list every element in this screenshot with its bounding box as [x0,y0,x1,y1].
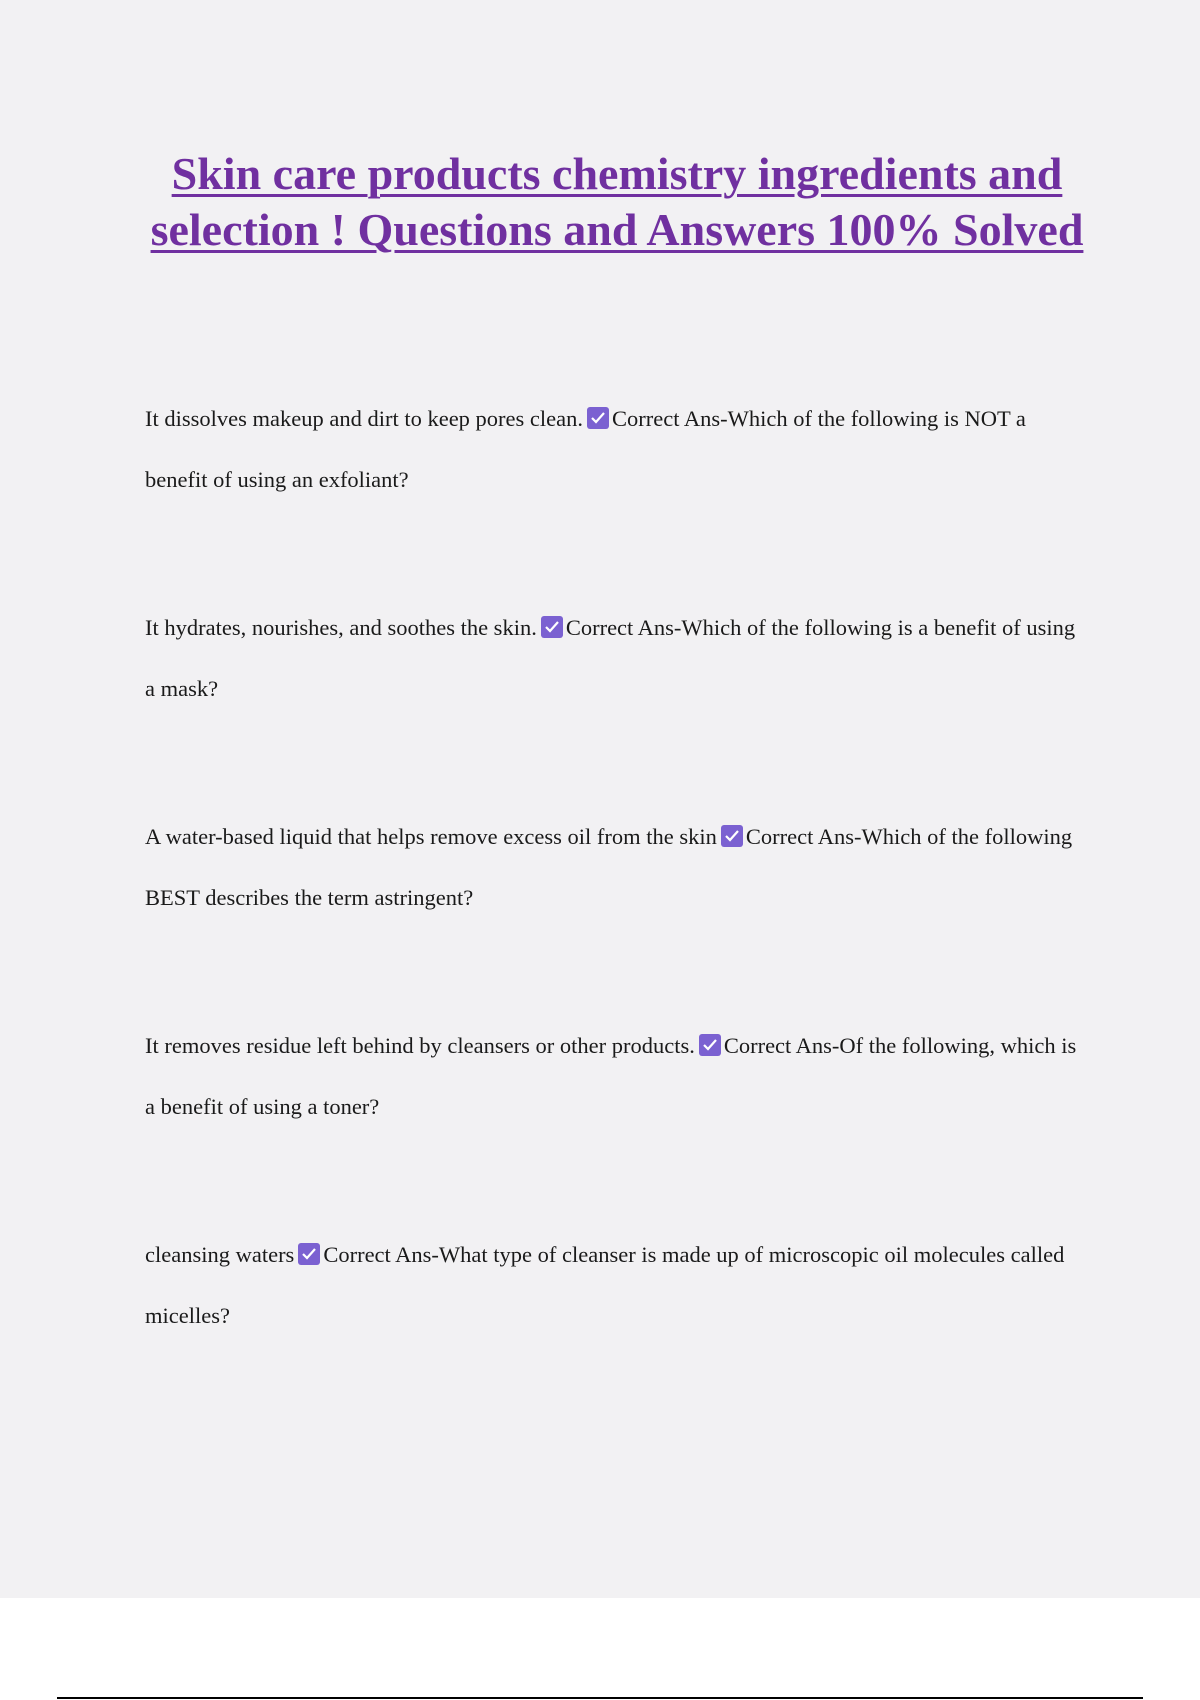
answer-text: cleansing waters [145,1242,295,1267]
qa-item-1 [145,388,1085,510]
check-box-icon [721,825,743,847]
question-text: Correct Ans-Which of the following is a benefit of using a mask? [145,615,1076,701]
qa-item-5 [145,1224,1085,1346]
answer-text: It hydrates, nourishes, and soothes the skin. [145,615,537,640]
answer-text: It removes residue left behind by cleansers or other products. [145,1033,695,1058]
question-text: Correct Ans-Which of the following is NOT a benefit of using an exfoliant? [145,406,1026,492]
answer-text: It dissolves makeup and dirt to keep pores clean. [145,406,584,431]
question-text: Correct Ans-Which of the following BEST describes the term astringent? [145,824,1073,910]
document-title: Skin care products chemistry ingredients and selection ! Questions and Answers 100% Solved [150,148,1084,255]
question-text: Correct Ans-What type of cleanser is made up of microscopic oil molecules called micelles? [145,1242,1065,1328]
question-text: Correct Ans-Of the following, which is a benefit of using a toner? [145,1033,1077,1119]
check-box-icon [298,1243,320,1265]
qa-item-2 [145,597,1085,719]
qa-item-4 [145,1015,1085,1137]
check-box-icon [699,1034,721,1056]
check-box-icon [587,407,609,429]
qa-item-3 [145,806,1085,928]
footer-divider [57,1697,1143,1699]
qa-list [145,388,1085,1433]
answer-text: A water-based liquid that helps remove excess oil from the skin [145,824,717,849]
check-box-icon [541,616,563,638]
